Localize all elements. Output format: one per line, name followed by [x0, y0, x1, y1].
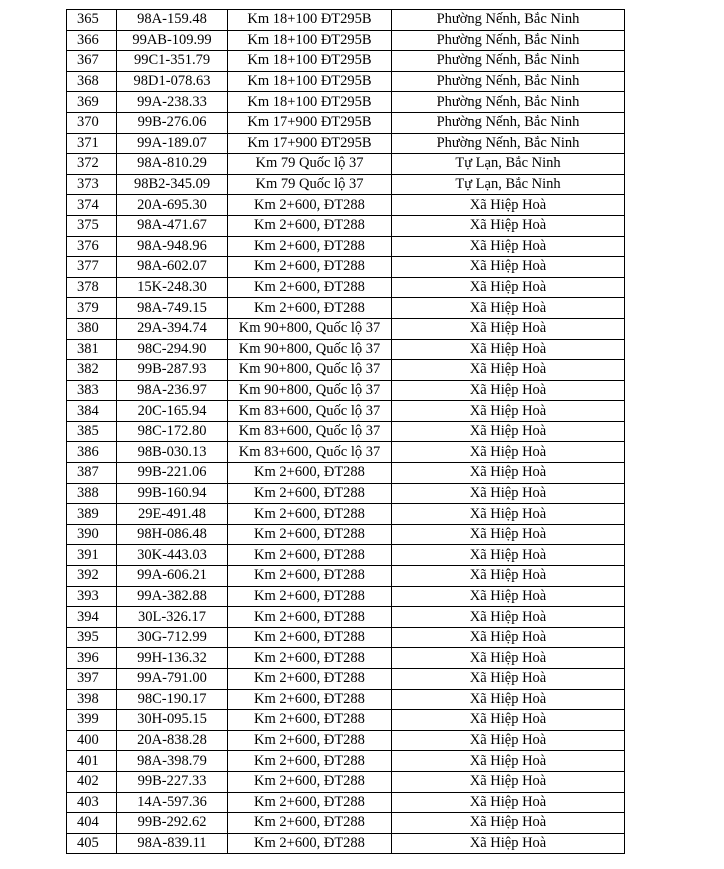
row-number: 386 — [67, 442, 117, 463]
administrative-area: Xã Hiệp Hoà — [392, 215, 625, 236]
row-number: 371 — [67, 133, 117, 154]
violation-location: Km 2+600, ĐT288 — [228, 669, 392, 690]
table-row — [67, 648, 625, 669]
license-plate: 99A-382.88 — [117, 586, 228, 607]
administrative-area: Xã Hiệp Hoà — [392, 298, 625, 319]
row-number: 388 — [67, 483, 117, 504]
table-body — [67, 10, 625, 854]
table-row — [67, 401, 625, 422]
table-row — [67, 92, 625, 113]
license-plate: 98C-294.90 — [117, 339, 228, 360]
administrative-area: Phường Nếnh, Bắc Ninh — [392, 71, 625, 92]
row-number: 402 — [67, 771, 117, 792]
license-plate: 99A-791.00 — [117, 669, 228, 690]
row-number: 383 — [67, 380, 117, 401]
table-row — [67, 463, 625, 484]
license-plate: 99B-292.62 — [117, 813, 228, 834]
violation-location: Km 2+600, ĐT288 — [228, 730, 392, 751]
license-plate: 30G-712.99 — [117, 627, 228, 648]
table-row — [67, 627, 625, 648]
row-number: 381 — [67, 339, 117, 360]
row-number: 380 — [67, 318, 117, 339]
administrative-area: Phường Nếnh, Bắc Ninh — [392, 133, 625, 154]
administrative-area: Xã Hiệp Hoà — [392, 813, 625, 834]
row-number: 398 — [67, 689, 117, 710]
row-number: 376 — [67, 236, 117, 257]
violation-location: Km 2+600, ĐT288 — [228, 236, 392, 257]
violation-location: Km 2+600, ĐT288 — [228, 813, 392, 834]
administrative-area: Xã Hiệp Hoà — [392, 360, 625, 381]
license-plate: 15K-248.30 — [117, 277, 228, 298]
violation-location: Km 2+600, ĐT288 — [228, 566, 392, 587]
table-row — [67, 586, 625, 607]
violation-location: Km 83+600, Quốc lộ 37 — [228, 401, 392, 422]
row-number: 395 — [67, 627, 117, 648]
table-row — [67, 133, 625, 154]
row-number: 385 — [67, 421, 117, 442]
administrative-area: Xã Hiệp Hoà — [392, 627, 625, 648]
license-plate: 99A-238.33 — [117, 92, 228, 113]
violation-location: Km 2+600, ĐT288 — [228, 710, 392, 731]
license-plate: 99H-136.32 — [117, 648, 228, 669]
license-plate: 98A-948.96 — [117, 236, 228, 257]
violation-location: Km 90+800, Quốc lộ 37 — [228, 318, 392, 339]
violation-location: Km 18+100 ĐT295B — [228, 51, 392, 72]
license-plate: 99AB-109.99 — [117, 30, 228, 51]
violation-location: Km 2+600, ĐT288 — [228, 833, 392, 854]
violation-location: Km 83+600, Quốc lộ 37 — [228, 421, 392, 442]
row-number: 384 — [67, 401, 117, 422]
violation-location: Km 2+600, ĐT288 — [228, 215, 392, 236]
license-plate: 30H-095.15 — [117, 710, 228, 731]
license-plate: 98A-839.11 — [117, 833, 228, 854]
administrative-area: Tự Lạn, Bắc Ninh — [392, 154, 625, 175]
license-plate: 98A-810.29 — [117, 154, 228, 175]
table-row — [67, 236, 625, 257]
row-number: 400 — [67, 730, 117, 751]
table-row — [67, 710, 625, 731]
license-plate: 30K-443.03 — [117, 545, 228, 566]
table-row — [67, 483, 625, 504]
administrative-area: Xã Hiệp Hoà — [392, 318, 625, 339]
row-number: 374 — [67, 195, 117, 216]
administrative-area: Xã Hiệp Hoà — [392, 380, 625, 401]
administrative-area: Phường Nếnh, Bắc Ninh — [392, 10, 625, 31]
table-row — [67, 607, 625, 628]
administrative-area: Xã Hiệp Hoà — [392, 771, 625, 792]
violation-location: Km 83+600, Quốc lộ 37 — [228, 442, 392, 463]
license-plate: 99B-287.93 — [117, 360, 228, 381]
violation-table — [66, 9, 625, 854]
violation-location: Km 2+600, ĐT288 — [228, 648, 392, 669]
row-number: 372 — [67, 154, 117, 175]
administrative-area: Xã Hiệp Hoà — [392, 730, 625, 751]
license-plate: 98A-159.48 — [117, 10, 228, 31]
license-plate: 30L-326.17 — [117, 607, 228, 628]
violation-location: Km 18+100 ĐT295B — [228, 92, 392, 113]
violation-location: Km 2+600, ĐT288 — [228, 627, 392, 648]
violation-location: Km 2+600, ĐT288 — [228, 524, 392, 545]
violation-location: Km 18+100 ĐT295B — [228, 10, 392, 31]
administrative-area: Xã Hiệp Hoà — [392, 607, 625, 628]
administrative-area: Phường Nếnh, Bắc Ninh — [392, 92, 625, 113]
violation-location: Km 2+600, ĐT288 — [228, 463, 392, 484]
administrative-area: Phường Nếnh, Bắc Ninh — [392, 51, 625, 72]
administrative-area: Xã Hiệp Hoà — [392, 339, 625, 360]
license-plate: 98A-471.67 — [117, 215, 228, 236]
administrative-area: Xã Hiệp Hoà — [392, 710, 625, 731]
license-plate: 98A-749.15 — [117, 298, 228, 319]
violation-location: Km 90+800, Quốc lộ 37 — [228, 360, 392, 381]
table-row — [67, 751, 625, 772]
violation-location: Km 2+600, ĐT288 — [228, 751, 392, 772]
administrative-area: Xã Hiệp Hoà — [392, 195, 625, 216]
violation-location: Km 90+800, Quốc lộ 37 — [228, 339, 392, 360]
administrative-area: Xã Hiệp Hoà — [392, 421, 625, 442]
table-row — [67, 504, 625, 525]
administrative-area: Xã Hiệp Hoà — [392, 504, 625, 525]
license-plate: 98B2-345.09 — [117, 174, 228, 195]
administrative-area: Xã Hiệp Hoà — [392, 257, 625, 278]
table-row — [67, 771, 625, 792]
administrative-area: Xã Hiệp Hoà — [392, 236, 625, 257]
license-plate: 99B-276.06 — [117, 112, 228, 133]
table-row — [67, 730, 625, 751]
row-number: 370 — [67, 112, 117, 133]
license-plate: 98B-030.13 — [117, 442, 228, 463]
violation-location: Km 18+100 ĐT295B — [228, 71, 392, 92]
row-number: 390 — [67, 524, 117, 545]
table-row — [67, 174, 625, 195]
table-row — [67, 524, 625, 545]
violation-location: Km 2+600, ĐT288 — [228, 586, 392, 607]
row-number: 393 — [67, 586, 117, 607]
table-row — [67, 339, 625, 360]
administrative-area: Xã Hiệp Hoà — [392, 751, 625, 772]
violation-location: Km 2+600, ĐT288 — [228, 545, 392, 566]
row-number: 382 — [67, 360, 117, 381]
row-number: 377 — [67, 257, 117, 278]
table-row — [67, 669, 625, 690]
table-row — [67, 442, 625, 463]
row-number: 373 — [67, 174, 117, 195]
table-row — [67, 360, 625, 381]
administrative-area: Xã Hiệp Hoà — [392, 792, 625, 813]
license-plate: 99A-606.21 — [117, 566, 228, 587]
violation-location: Km 2+600, ĐT288 — [228, 277, 392, 298]
violation-location: Km 2+600, ĐT288 — [228, 483, 392, 504]
violation-location: Km 2+600, ĐT288 — [228, 792, 392, 813]
violation-location: Km 18+100 ĐT295B — [228, 30, 392, 51]
table-row — [67, 112, 625, 133]
row-number: 396 — [67, 648, 117, 669]
violation-location: Km 79 Quốc lộ 37 — [228, 174, 392, 195]
administrative-area: Xã Hiệp Hoà — [392, 401, 625, 422]
violation-location: Km 2+600, ĐT288 — [228, 607, 392, 628]
license-plate: 99A-189.07 — [117, 133, 228, 154]
row-number: 391 — [67, 545, 117, 566]
row-number: 375 — [67, 215, 117, 236]
administrative-area: Xã Hiệp Hoà — [392, 586, 625, 607]
violation-location: Km 17+900 ĐT295B — [228, 112, 392, 133]
administrative-area: Xã Hiệp Hoà — [392, 277, 625, 298]
administrative-area: Tự Lạn, Bắc Ninh — [392, 174, 625, 195]
row-number: 389 — [67, 504, 117, 525]
administrative-area: Xã Hiệp Hoà — [392, 648, 625, 669]
table-row — [67, 545, 625, 566]
license-plate: 99C1-351.79 — [117, 51, 228, 72]
table-row — [67, 298, 625, 319]
license-plate: 99B-221.06 — [117, 463, 228, 484]
violation-location: Km 2+600, ĐT288 — [228, 257, 392, 278]
administrative-area: Xã Hiệp Hoà — [392, 566, 625, 587]
license-plate: 98C-172.80 — [117, 421, 228, 442]
table-row — [67, 30, 625, 51]
table-row — [67, 51, 625, 72]
table-row — [67, 833, 625, 854]
administrative-area: Xã Hiệp Hoà — [392, 442, 625, 463]
license-plate: 29A-394.74 — [117, 318, 228, 339]
row-number: 394 — [67, 607, 117, 628]
violation-location: Km 2+600, ĐT288 — [228, 195, 392, 216]
table-row — [67, 792, 625, 813]
table-row — [67, 813, 625, 834]
row-number: 401 — [67, 751, 117, 772]
administrative-area: Xã Hiệp Hoà — [392, 463, 625, 484]
violation-location: Km 2+600, ĐT288 — [228, 504, 392, 525]
administrative-area: Xã Hiệp Hoà — [392, 669, 625, 690]
administrative-area: Xã Hiệp Hoà — [392, 833, 625, 854]
license-plate: 98A-236.97 — [117, 380, 228, 401]
row-number: 366 — [67, 30, 117, 51]
table-row — [67, 10, 625, 31]
violation-location: Km 2+600, ĐT288 — [228, 298, 392, 319]
row-number: 403 — [67, 792, 117, 813]
row-number: 365 — [67, 10, 117, 31]
table-row — [67, 277, 625, 298]
violation-location: Km 2+600, ĐT288 — [228, 771, 392, 792]
license-plate: 14A-597.36 — [117, 792, 228, 813]
license-plate: 20A-695.30 — [117, 195, 228, 216]
license-plate: 98D1-078.63 — [117, 71, 228, 92]
row-number: 367 — [67, 51, 117, 72]
row-number: 392 — [67, 566, 117, 587]
row-number: 399 — [67, 710, 117, 731]
license-plate: 20C-165.94 — [117, 401, 228, 422]
license-plate: 20A-838.28 — [117, 730, 228, 751]
violation-location: Km 2+600, ĐT288 — [228, 689, 392, 710]
license-plate: 29E-491.48 — [117, 504, 228, 525]
table-row — [67, 154, 625, 175]
row-number: 387 — [67, 463, 117, 484]
table-row — [67, 421, 625, 442]
license-plate: 98A-398.79 — [117, 751, 228, 772]
violation-location: Km 79 Quốc lộ 37 — [228, 154, 392, 175]
table-row — [67, 215, 625, 236]
row-number: 379 — [67, 298, 117, 319]
administrative-area: Xã Hiệp Hoà — [392, 545, 625, 566]
administrative-area: Phường Nếnh, Bắc Ninh — [392, 30, 625, 51]
row-number: 404 — [67, 813, 117, 834]
table-row — [67, 689, 625, 710]
row-number: 397 — [67, 669, 117, 690]
license-plate: 99B-160.94 — [117, 483, 228, 504]
row-number: 405 — [67, 833, 117, 854]
table-row — [67, 195, 625, 216]
table-row — [67, 566, 625, 587]
table-row — [67, 71, 625, 92]
license-plate: 99B-227.33 — [117, 771, 228, 792]
table-row — [67, 380, 625, 401]
license-plate: 98A-602.07 — [117, 257, 228, 278]
row-number: 378 — [67, 277, 117, 298]
violation-location: Km 90+800, Quốc lộ 37 — [228, 380, 392, 401]
row-number: 368 — [67, 71, 117, 92]
administrative-area: Xã Hiệp Hoà — [392, 524, 625, 545]
violation-location: Km 17+900 ĐT295B — [228, 133, 392, 154]
row-number: 369 — [67, 92, 117, 113]
administrative-area: Xã Hiệp Hoà — [392, 483, 625, 504]
license-plate: 98H-086.48 — [117, 524, 228, 545]
license-plate: 98C-190.17 — [117, 689, 228, 710]
administrative-area: Phường Nếnh, Bắc Ninh — [392, 112, 625, 133]
table-row — [67, 318, 625, 339]
table-row — [67, 257, 625, 278]
administrative-area: Xã Hiệp Hoà — [392, 689, 625, 710]
